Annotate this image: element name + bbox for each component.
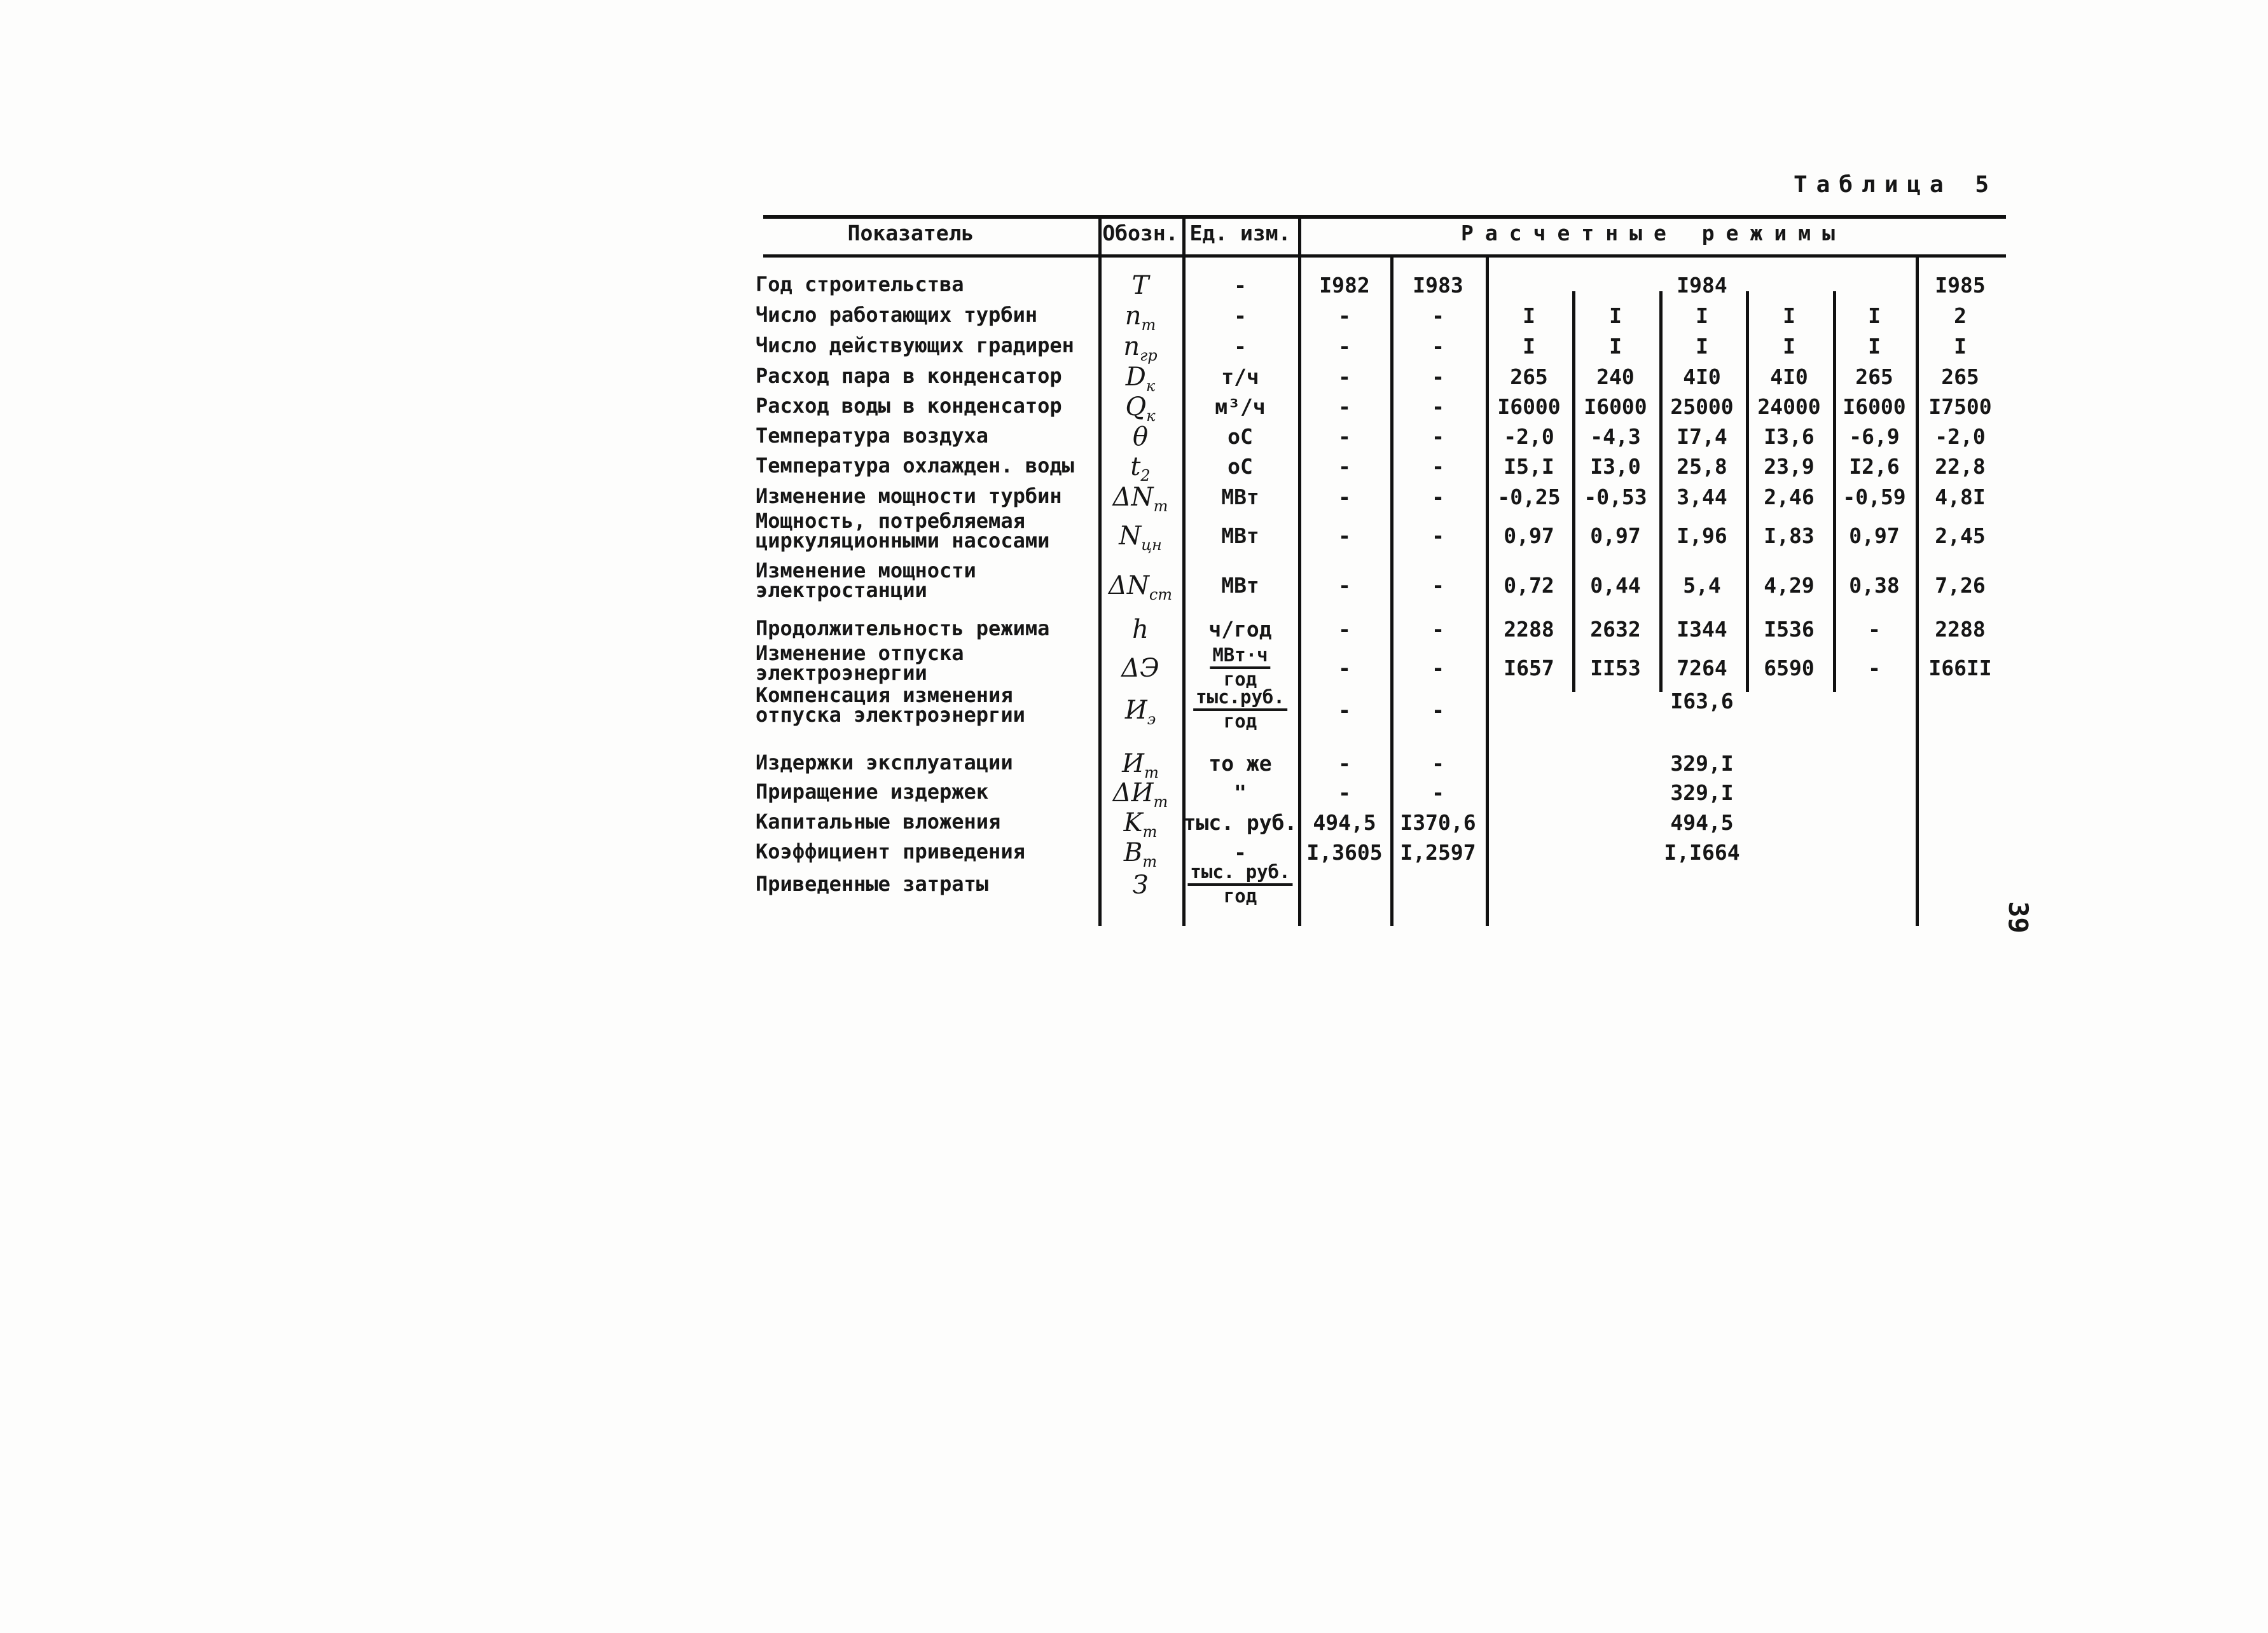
row-value: - [1432, 334, 1444, 359]
row-value: 240 [1596, 364, 1635, 389]
symbol-main: Q [1125, 392, 1147, 422]
row-label: Приращение издержек [756, 780, 989, 804]
row-value: - [1338, 394, 1351, 419]
row-value: 7,26 [1935, 573, 1986, 598]
row-label: Компенсация изменения отпуска электроэнергии [756, 683, 1025, 727]
symbol-main: N [1119, 521, 1142, 551]
row-value: I7500 [1928, 394, 1992, 419]
row-value: -4,3 [1590, 424, 1641, 449]
row-value: I3,0 [1590, 454, 1641, 479]
symbol-subscript: к [1146, 407, 1156, 425]
unit-denominator: год [1223, 710, 1257, 732]
symbol-subscript: ст [1149, 586, 1173, 603]
header-indicator: Показатель [847, 221, 974, 245]
symbol-subscript: э [1147, 710, 1156, 728]
row-value: 265 [1941, 364, 1979, 389]
row-symbol [1130, 452, 1150, 485]
row-value: I7,4 [1677, 424, 1727, 449]
row-value: II53 [1590, 656, 1641, 680]
symbol-main: K [1123, 808, 1143, 837]
symbol-subscript: гр [1140, 347, 1158, 364]
year-1985: I985 [1935, 273, 1986, 298]
row-value: 0,97 [1849, 523, 1900, 548]
row-symbol [1125, 696, 1156, 728]
row-value: I,83 [1764, 523, 1815, 548]
row-symbol [1119, 521, 1162, 554]
table-col-rule [1098, 215, 1102, 926]
row-value: - [1338, 656, 1351, 680]
row-unit: " [1234, 780, 1247, 805]
row-value: 5,4 [1683, 573, 1721, 598]
symbol-main: h [1132, 615, 1149, 644]
row-value: 2288 [1935, 617, 1986, 642]
row-unit: м³/ч [1215, 394, 1266, 419]
symbol-main: З [1132, 871, 1149, 900]
row-value: I,3605 [1306, 840, 1383, 865]
row-value: - [1868, 617, 1881, 642]
symbol-main: ΔИ [1112, 778, 1154, 808]
row-label: Изменение мощности турбин [756, 484, 1062, 508]
row-unit: т/ч [1221, 364, 1259, 389]
row-symbol [1132, 271, 1149, 300]
row-value: 0,97 [1590, 523, 1641, 548]
row-label: Продолжительность режима [756, 616, 1050, 640]
row-value: I [1609, 303, 1622, 328]
row-value: 2 [1954, 303, 1967, 328]
row-value: - [1432, 573, 1444, 598]
row-label: Коэффициент приведения [756, 839, 1025, 864]
row-unit: то же [1208, 751, 1272, 776]
row-symbol [1124, 838, 1157, 871]
row-label: Число работающих турбин [756, 303, 1038, 327]
row-unit: ч/год [1208, 617, 1272, 642]
row-value: I536 [1764, 617, 1815, 642]
row-value: - [1432, 454, 1444, 479]
symbol-main: n [1123, 332, 1140, 361]
row-symbol [1124, 808, 1158, 841]
row-symbol [1126, 362, 1155, 395]
row-value: - [1338, 454, 1351, 479]
row-value: I [1783, 303, 1795, 328]
row-label: Издержки эксплуатации [756, 750, 1013, 775]
table-top-rule [763, 215, 2006, 219]
table-col-rule [1746, 291, 1749, 692]
row-value: 0,72 [1504, 573, 1554, 598]
row-value: - [1432, 485, 1444, 509]
symbol-main: D [1125, 362, 1146, 392]
row-label: Приведенные затраты [756, 872, 989, 896]
row-value: -6,9 [1849, 424, 1900, 449]
row-value: - [1432, 656, 1444, 680]
row-value: I66II [1928, 656, 1992, 680]
row-value: - [1338, 364, 1351, 389]
row-value: 0,38 [1849, 573, 1900, 598]
row-value: - [1338, 617, 1351, 642]
table-col-rule [1298, 215, 1301, 926]
row-symbol [1121, 654, 1159, 683]
row-value: I,2597 [1400, 840, 1476, 865]
row-value: - [1432, 523, 1444, 548]
table-caption: Таблица 5 [1794, 172, 1998, 198]
row-label: Изменение мощности электростанции [756, 558, 976, 602]
row-unit [1193, 688, 1287, 731]
row-value: I [1696, 303, 1708, 328]
row-unit: оС [1227, 454, 1253, 479]
row-label: Расход пара в конденсатор [756, 364, 1062, 388]
row-value: - [1338, 751, 1351, 776]
row-value: I3,6 [1764, 424, 1815, 449]
row-value: I657 [1504, 656, 1554, 680]
symbol-main: И [1124, 696, 1147, 725]
header-unit: Ед. изм. [1189, 221, 1291, 245]
symbol-subscript: т [1141, 316, 1156, 334]
row-value: 24000 [1757, 394, 1821, 419]
row-value: I [1868, 334, 1881, 359]
row-symbol [1122, 749, 1159, 782]
row-value: I2,6 [1849, 454, 1900, 479]
unit-numerator: МВт·ч [1210, 646, 1270, 669]
page-number: 39 [2002, 901, 2034, 934]
row-value: 22,8 [1935, 454, 1986, 479]
row-value: - [1338, 485, 1351, 509]
row-value: 0,44 [1590, 573, 1641, 598]
row-value: I344 [1677, 617, 1727, 642]
table-col-rule [1572, 291, 1575, 692]
symbol-main: t [1130, 452, 1141, 481]
symbol-main: ΔN [1112, 483, 1154, 512]
row-value: I,96 [1677, 523, 1727, 548]
row-unit: МВт [1221, 485, 1259, 509]
row-value: -2,0 [1935, 424, 1986, 449]
table-col-rule [1390, 256, 1393, 926]
row-value: 4I0 [1683, 364, 1721, 389]
row-value: I [1868, 303, 1881, 328]
row-value: - [1432, 698, 1444, 722]
row-value: - [1432, 424, 1444, 449]
symbol-subscript: т [1142, 853, 1158, 871]
row-unit: МВт [1221, 573, 1259, 598]
table-col-rule [1659, 291, 1663, 692]
row-symbol [1132, 615, 1149, 644]
year-1984: I984 [1677, 273, 1727, 298]
symbol-main: ΔЭ [1121, 654, 1159, 683]
row-unit: - [1234, 840, 1247, 865]
row-value: 494,5 [1313, 810, 1376, 835]
row-value: 3,44 [1677, 485, 1727, 509]
row-value: I [1783, 334, 1795, 359]
table-col-rule [1916, 256, 1919, 926]
symbol-main: И [1122, 749, 1145, 778]
row-value: I370,6 [1400, 810, 1476, 835]
symbol-main: B [1123, 838, 1143, 867]
symbol-main: θ [1132, 422, 1149, 451]
row-symbol [1123, 332, 1157, 364]
row-value: I [1609, 334, 1622, 359]
row-value: - [1338, 334, 1351, 359]
row-label: Температура охлажден. воды [756, 453, 1074, 478]
row-value: 2,45 [1935, 523, 1986, 548]
row-value: 2632 [1590, 617, 1641, 642]
row-unit: МВт [1221, 523, 1259, 548]
row-value: 4I0 [1770, 364, 1808, 389]
unit-numerator: тыс.руб. [1193, 688, 1287, 711]
table-col-rule [1486, 256, 1489, 926]
row-unit [1187, 863, 1292, 906]
symbol-subscript: т [1153, 793, 1168, 811]
row-value: 25000 [1670, 394, 1734, 419]
row-symbol [1125, 301, 1156, 334]
symbol-main: n [1124, 301, 1142, 331]
row-value: I [1523, 334, 1535, 359]
row-value: I6000 [1497, 394, 1561, 419]
symbol-subscript: т [1144, 764, 1159, 782]
row-value: - [1432, 751, 1444, 776]
row-value-merged: I,I664 [1664, 840, 1740, 865]
row-value: - [1338, 303, 1351, 328]
symbol-subscript: т [1153, 497, 1168, 515]
row-value: 7264 [1677, 656, 1727, 680]
row-value: - [1338, 573, 1351, 598]
row-value: - [1432, 617, 1444, 642]
row-value: -0,59 [1843, 485, 1906, 509]
row-symbol [1133, 422, 1148, 451]
row-value: - [1338, 424, 1351, 449]
symbol-subscript: цн [1141, 536, 1162, 554]
row-value: - [1338, 698, 1351, 722]
unit-denominator: год [1223, 668, 1257, 690]
row-value: I [1696, 334, 1708, 359]
symbol-subscript: т [1142, 823, 1158, 841]
row-unit: - [1234, 334, 1247, 359]
table-col-rule [1833, 291, 1836, 692]
row-value-merged: 329,I [1670, 751, 1734, 776]
row-value: - [1432, 780, 1444, 805]
row-value: 4,29 [1764, 573, 1815, 598]
row-unit: тыс. руб. [1183, 810, 1297, 835]
row-unit: оС [1227, 424, 1253, 449]
row-value: 6590 [1764, 656, 1815, 680]
year-1982: I982 [1319, 273, 1370, 298]
row-symbol [1113, 483, 1168, 515]
year-1983: I983 [1413, 273, 1463, 298]
row-symbol [1125, 392, 1155, 425]
row-value: 2,46 [1764, 485, 1815, 509]
row-symbol [1133, 871, 1149, 900]
row-value: - [1338, 523, 1351, 548]
symbol-main: T [1131, 271, 1149, 300]
row-unit: - [1234, 303, 1247, 328]
row-label: Число действующих градирен [756, 333, 1074, 357]
header-modes: Расчетные режимы [1461, 221, 1846, 245]
row-value: 4,8I [1935, 485, 1986, 509]
row-label: Капитальные вложения [756, 810, 1001, 834]
row-value: - [1432, 394, 1444, 419]
header-symbol: Обозн. [1102, 221, 1179, 245]
row-value: I [1954, 334, 1967, 359]
row-label: Мощность, потребляемая циркуляционными насосами [756, 509, 1050, 553]
row-value: - [1868, 656, 1881, 680]
row-value: I5,I [1504, 454, 1554, 479]
symbol-main: ΔN [1108, 571, 1149, 600]
row-value-merged: 329,I [1670, 780, 1734, 805]
row-value: -2,0 [1504, 424, 1554, 449]
unit-numerator: тыс. руб. [1187, 863, 1292, 886]
row-value: 2288 [1504, 617, 1554, 642]
row-unit [1210, 646, 1270, 689]
row-value: 265 [1510, 364, 1548, 389]
row-unit: - [1234, 273, 1247, 298]
row-value: 265 [1855, 364, 1893, 389]
symbol-subscript: 2 [1140, 467, 1151, 485]
row-value: -0,53 [1584, 485, 1647, 509]
row-value: 0,97 [1504, 523, 1554, 548]
row-label: Температура воздуха [756, 424, 989, 448]
row-value: I6000 [1584, 394, 1647, 419]
row-symbol [1113, 778, 1168, 811]
row-value: - [1432, 303, 1444, 328]
row-value-merged: I63,6 [1670, 689, 1734, 713]
row-value: I [1523, 303, 1535, 328]
row-label: Изменение отпуска электроэнергии [756, 641, 964, 685]
row-value-merged: 494,5 [1670, 810, 1734, 835]
row-value: -0,25 [1497, 485, 1561, 509]
row-symbol [1109, 571, 1172, 603]
table-header-rule [763, 254, 2006, 258]
symbol-subscript: к [1145, 377, 1156, 395]
row-value: - [1338, 780, 1351, 805]
row-value: 23,9 [1764, 454, 1815, 479]
row-value: 25,8 [1677, 454, 1727, 479]
row-value: - [1432, 364, 1444, 389]
row-label: Год строительства [756, 272, 964, 296]
row-value: I6000 [1843, 394, 1906, 419]
row-label: Расход воды в конденсатор [756, 394, 1062, 418]
unit-denominator: год [1223, 885, 1257, 907]
